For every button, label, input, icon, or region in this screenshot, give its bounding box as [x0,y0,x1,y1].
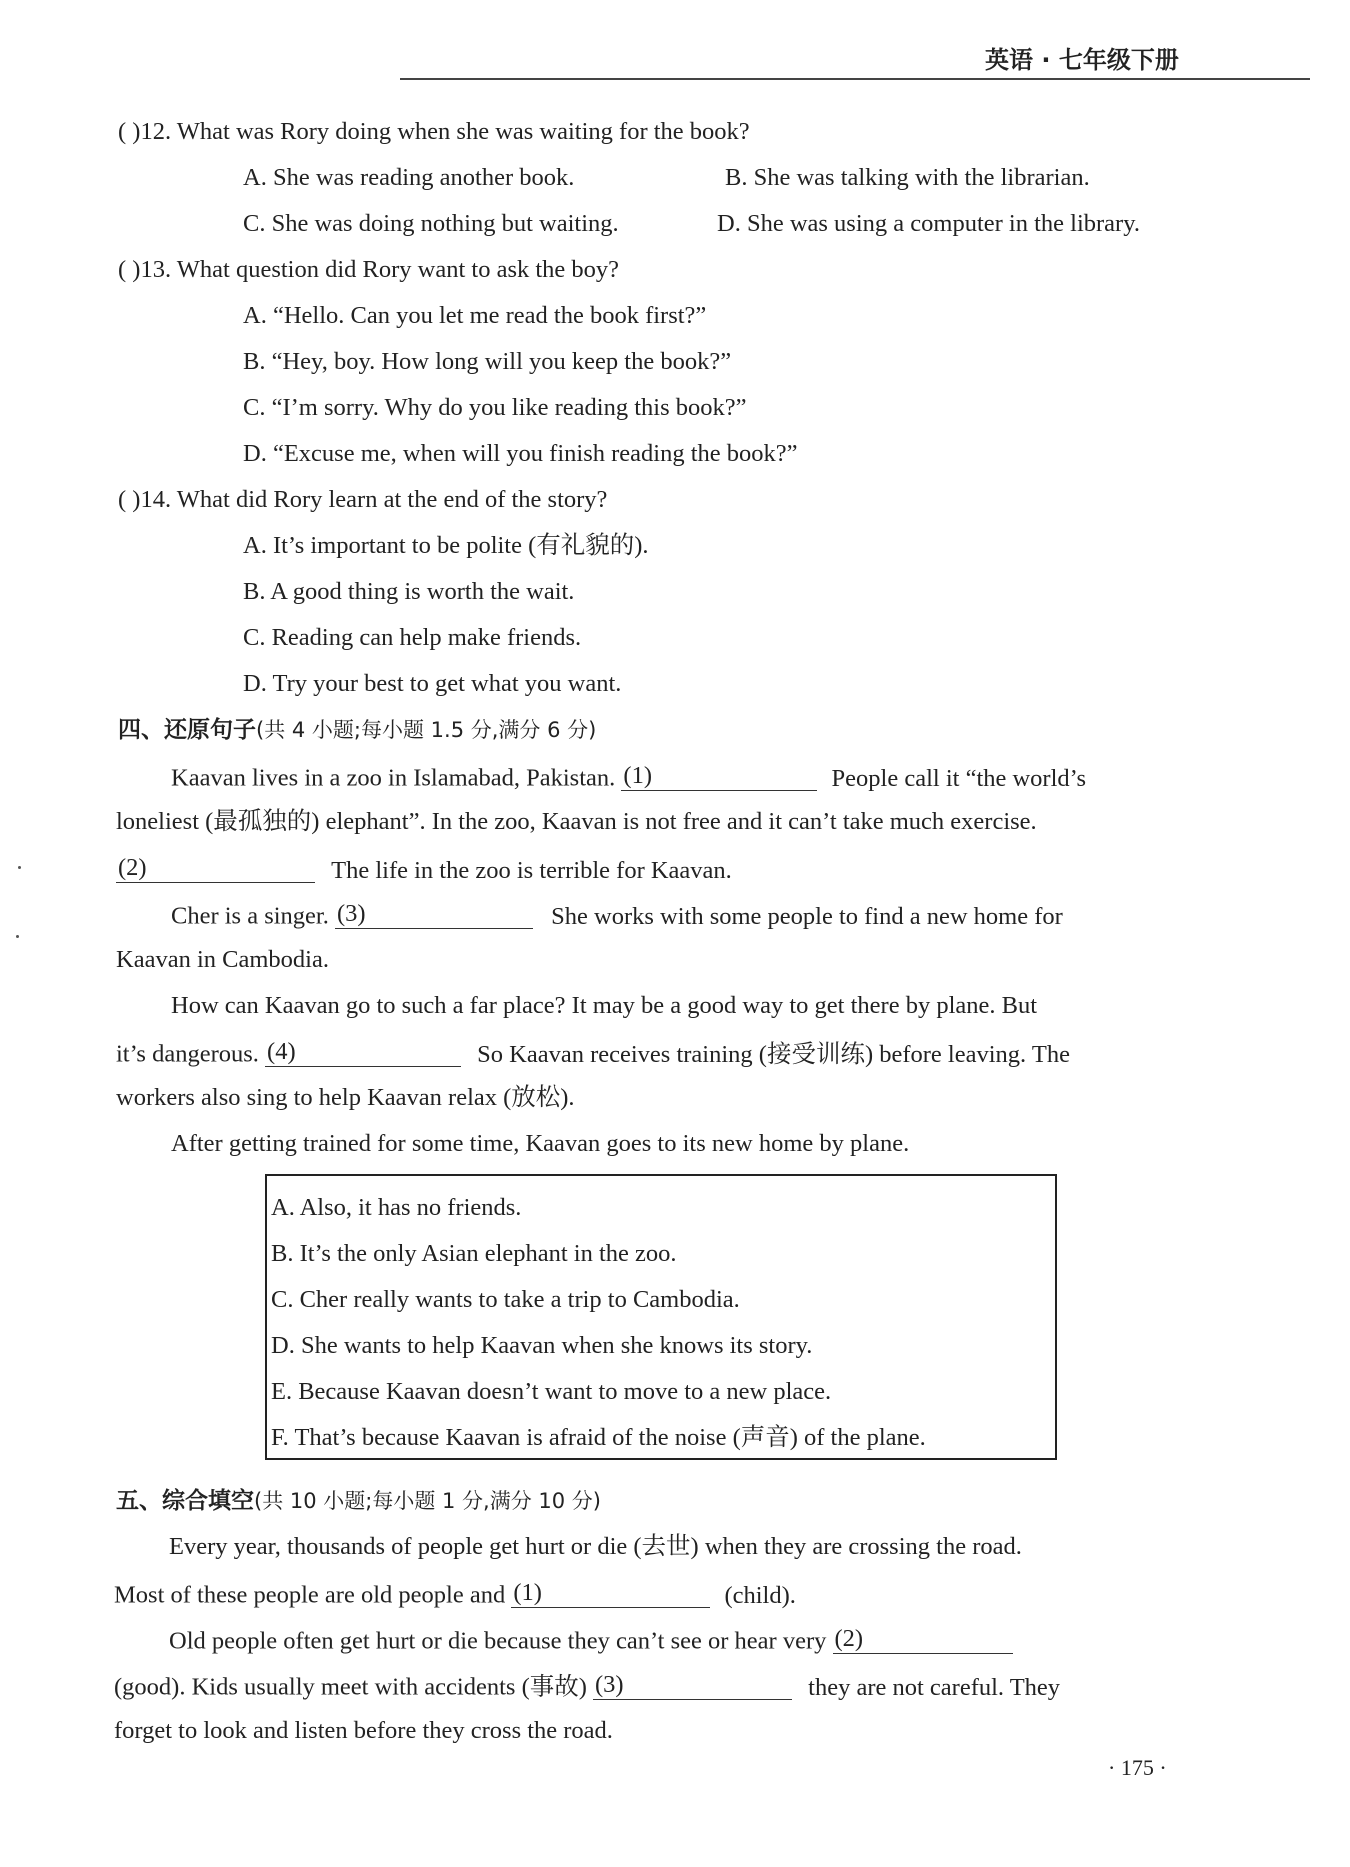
option: B. A good thing is worth the wait. [243,578,575,605]
option: D. She was using a computer in the library. [717,210,1140,237]
box-option: B. It’s the only Asian elephant in the zoo. [271,1240,677,1267]
box-option: F. That’s because Kaavan is afraid of the noise (声音) of the plane. [271,1424,926,1451]
box-option: C. Cher really wants to take a trip to Cambodia. [271,1286,740,1313]
paragraph-line: Cher is a singer. (3) She works with some people to find a new home for [171,900,1063,930]
section-note: (共 10 小题;每小题 1 分,满分 10 分) [254,1489,601,1513]
section-title: 五、综合填空 [116,1488,254,1514]
answer-paren[interactable]: ( ) [118,486,141,513]
blank-3[interactable]: (3) [335,902,533,929]
blank-1[interactable]: (1) [511,1581,710,1608]
option: B. “Hey, boy. How long will you keep the book?” [243,348,732,375]
header-title: 英语 · 七年级下册 [985,46,1179,74]
option: D. Try your best to get what you want. [243,670,622,697]
question-stem: 13. What question did Rory want to ask the boy? [140,256,620,283]
paragraph-line: forget to look and listen before they cross the road. [114,1717,613,1744]
answer-paren[interactable]: ( ) [118,256,141,283]
blank-2[interactable]: (2) [833,1627,1013,1654]
section-title: 四、还原句子 [118,717,256,743]
option: C. “I’m sorry. Why do you like reading this book?” [243,394,747,421]
blank-2[interactable]: (2) [116,856,315,883]
option: B. She was talking with the librarian. [725,164,1090,191]
header-rule [400,78,1310,80]
option: A. “Hello. Can you let me read the book first?” [243,302,707,329]
paragraph-line: (good). Kids usually meet with accidents (事故) (3) they are not careful. They [114,1671,1061,1701]
paragraph-line: How can Kaavan go to such a far place? It may be a good way to get there by plane. But [171,992,1038,1019]
section-5-heading [116,1489,601,1514]
page-number: · 175 · [1108,1755,1167,1780]
question-14 [118,488,607,513]
option: A. It’s important to be polite (有礼貌的). [243,532,649,559]
paragraph-line: Kaavan lives in a zoo in Islamabad, Pakistan. (1) People call it “the world’s [171,762,1086,792]
box-option: A. Also, it has no friends. [271,1194,522,1221]
blank-3[interactable]: (3) [593,1673,792,1700]
question-stem: 14. What did Rory learn at the end of the story? [140,486,608,513]
paragraph-line: Every year, thousands of people get hurt or die (去世) when they are crossing the road. [169,1533,1022,1560]
paragraph-line: loneliest (最孤独的) elephant”. In the zoo, Kaavan is not free and it can’t take much exercise. [116,808,1037,835]
margin-dot [16,935,19,938]
question-12 [118,120,750,145]
paragraph-line: Most of these people are old people and (1) (child). [114,1579,796,1609]
blank-1[interactable]: (1) [621,764,817,791]
margin-dot [18,866,21,869]
paragraph-line: it’s dangerous. (4) So Kaavan receives training (接受训练) before leaving. The [116,1038,1070,1068]
section-4-heading [118,718,596,743]
paragraph-line: Kaavan in Cambodia. [116,946,329,973]
answer-paren[interactable]: ( ) [118,118,141,145]
box-option: E. Because Kaavan doesn’t want to move to a new place. [271,1378,832,1405]
blank-4[interactable]: (4) [265,1040,461,1067]
paragraph-line: Old people often get hurt or die because they can’t see or hear very (2) [169,1627,1013,1654]
paragraph-line: workers also sing to help Kaavan relax (放松). [116,1084,575,1111]
paragraph-line: (2) The life in the zoo is terrible for Kaavan. [118,854,732,884]
question-13 [118,258,619,283]
question-stem: 12. What was Rory doing when she was waiting for the book? [140,118,750,145]
option: D. “Excuse me, when will you finish reading the book?” [243,440,798,467]
option: A. She was reading another book. [243,164,575,191]
option: C. She was doing nothing but waiting. [243,210,619,237]
box-option: D. She wants to help Kaavan when she knows its story. [271,1332,813,1359]
paragraph-line: After getting trained for some time, Kaavan goes to its new home by plane. [171,1130,910,1157]
section-note: (共 4 小题;每小题 1.5 分,满分 6 分) [256,718,597,742]
option: C. Reading can help make friends. [243,624,582,651]
